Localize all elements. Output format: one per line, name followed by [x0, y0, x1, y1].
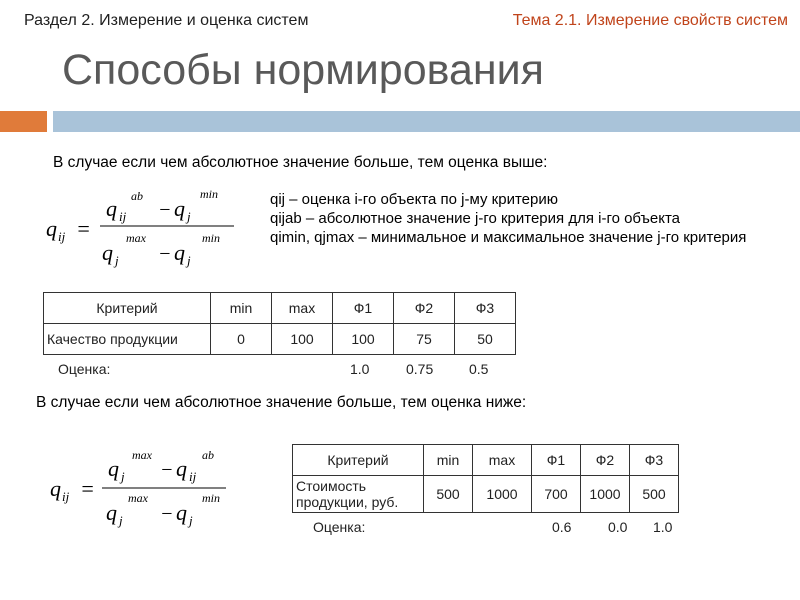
table-cell: 500	[630, 476, 679, 513]
score-label: Оценка:	[313, 519, 366, 535]
svg-text:−: −	[160, 503, 174, 525]
table-header-cell: Ф3	[630, 445, 679, 476]
svg-text:q: q	[106, 196, 117, 221]
table-header-cell: Ф1	[333, 293, 394, 324]
table-cell: 700	[532, 476, 581, 513]
svg-text:q: q	[102, 240, 113, 265]
table-cell: Стоимость продукции, руб.	[293, 476, 424, 513]
svg-text:ij: ij	[58, 229, 66, 244]
svg-text:min: min	[202, 231, 220, 245]
table-row	[293, 476, 679, 513]
svg-text:min: min	[200, 187, 218, 201]
score-value: 1.0	[350, 361, 370, 377]
svg-text:q: q	[174, 240, 185, 265]
accent-bar-orange	[0, 111, 47, 132]
score-value: 1.0	[653, 519, 673, 535]
criteria-table-cost	[292, 444, 679, 513]
svg-text:j: j	[187, 209, 191, 224]
svg-text:=: =	[80, 476, 95, 501]
table-header-row	[293, 445, 679, 476]
definition-item: qijab – абсолютное значение j-го критерия для i-го объекта	[270, 210, 681, 227]
score-value: 0.5	[469, 361, 489, 377]
svg-text:ij: ij	[119, 209, 127, 224]
svg-text:ab: ab	[131, 189, 143, 203]
table-header-cell: Ф1	[532, 445, 581, 476]
table-header-cell: Ф2	[581, 445, 630, 476]
svg-text:max: max	[128, 491, 148, 505]
topic-label: Тема 2.1. Измерение свойств систем	[512, 12, 788, 29]
svg-text:q: q	[176, 500, 187, 525]
table-header-cell: max	[272, 293, 333, 324]
table-header-cell: max	[473, 445, 532, 476]
table-header-row	[44, 293, 516, 324]
table-cell: 50	[455, 324, 516, 355]
accent-bar-blue	[53, 111, 800, 132]
page-title: Способы нормирования	[62, 46, 544, 94]
definition-item: qij – оценка i-го объекта по j-му критерию	[270, 191, 558, 208]
table-cell: 500	[424, 476, 473, 513]
svg-text:−: −	[158, 243, 172, 265]
case1-lead-text: В случае если чем абсолютное значение больше, тем оценка выше:	[53, 154, 548, 171]
table-header-cell: Критерий	[44, 293, 211, 324]
svg-text:j: j	[119, 513, 123, 528]
table-header-cell: min	[211, 293, 272, 324]
definitions-list	[270, 190, 790, 247]
table-cell: 100	[272, 324, 333, 355]
svg-text:j: j	[189, 513, 193, 528]
table-cell: 0	[211, 324, 272, 355]
definition-item: qimin, qjmax – минимальное и максимальное значение j-го критерия	[270, 229, 747, 246]
table-cell: 75	[394, 324, 455, 355]
svg-text:ij: ij	[189, 469, 197, 484]
table-cell: Качество продукции	[44, 324, 211, 355]
svg-text:max: max	[126, 231, 146, 245]
table-header-cell: Ф3	[455, 293, 516, 324]
svg-text:j: j	[115, 253, 119, 268]
case2-lead-text: В случае если чем абсолютное значение больше, тем оценка ниже:	[36, 394, 527, 411]
score-value: 0.75	[406, 361, 434, 377]
table-header-cell: Ф2	[394, 293, 455, 324]
table-header-cell: min	[424, 445, 473, 476]
svg-text:q: q	[50, 476, 61, 501]
svg-text:−: −	[158, 199, 172, 221]
svg-text:=: =	[76, 216, 91, 241]
score-label: Оценка:	[58, 361, 111, 377]
svg-text:q: q	[46, 216, 57, 241]
table-cell: 100	[333, 324, 394, 355]
score-value: 0.6	[552, 519, 572, 535]
svg-text:j: j	[187, 253, 191, 268]
svg-text:q: q	[108, 456, 119, 481]
svg-text:q: q	[174, 196, 185, 221]
section-label: Раздел 2. Измерение и оценка систем	[24, 12, 309, 29]
svg-text:ij: ij	[62, 489, 70, 504]
svg-text:j: j	[121, 469, 125, 484]
table-cell: 1000	[473, 476, 532, 513]
svg-text:−: −	[160, 459, 174, 481]
table-cell: 1000	[581, 476, 630, 513]
score-value: 0.0	[608, 519, 628, 535]
svg-text:max: max	[132, 448, 152, 462]
criteria-table-quality	[43, 292, 516, 355]
formula-lower-better	[44, 442, 244, 532]
svg-text:ab: ab	[202, 448, 214, 462]
table-header-cell: Критерий	[293, 445, 424, 476]
svg-text:q: q	[106, 500, 117, 525]
table-row	[44, 324, 516, 355]
svg-text:min: min	[202, 491, 220, 505]
formula-higher-better	[40, 178, 250, 274]
svg-text:q: q	[176, 456, 187, 481]
